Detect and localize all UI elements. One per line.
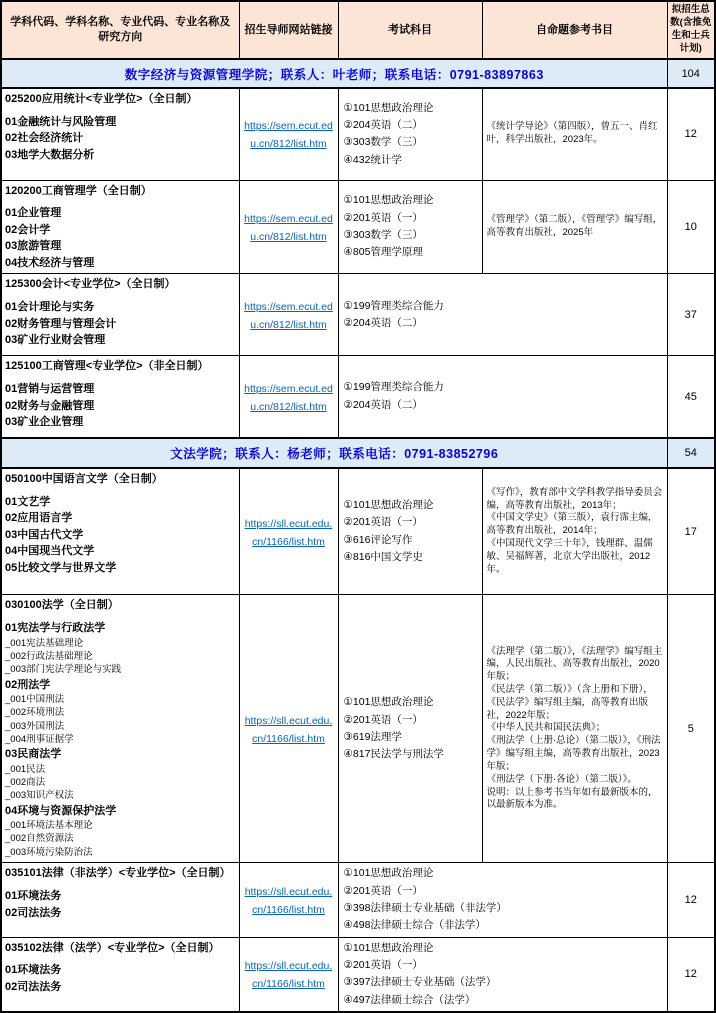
program-title: 035101法律（非法学）<专业学位>（全日制） (5, 867, 231, 880)
exam-subject: ②201英语（一） (343, 516, 423, 529)
reference-book: 《中华人民共和国民法典》； (486, 722, 606, 734)
research-direction: 02应用语言学 (5, 512, 73, 525)
program-cell (1, 180, 239, 274)
table-row (1, 863, 715, 937)
reference-books-cell (482, 88, 667, 180)
research-direction: 02财务管理与管理会计 (5, 317, 117, 330)
exam-subject: ②204英语（二） (343, 316, 423, 329)
exam-subject: ④432统计学 (343, 153, 402, 166)
supervisor-website-link[interactable]: https://sll.ecut.edu.cn/1166/list.htm (244, 517, 333, 548)
exam-subject: ③619法理学 (343, 730, 402, 743)
sub-direction: _003外国刑法 (5, 720, 65, 732)
research-direction: 03矿业企业管理 (5, 416, 84, 429)
sub-direction: _001民法 (5, 763, 46, 775)
sub-direction: _003知识产权法 (5, 790, 74, 802)
research-direction: 01营销与运营管理 (5, 383, 95, 396)
link-cell (239, 356, 338, 438)
sub-direction: _001中国刑法 (5, 694, 65, 706)
program-title: 125300会计<专业学位>（全日制） (5, 278, 176, 291)
research-direction: 05比较文学与世界文学 (5, 561, 117, 574)
program-cell (1, 468, 239, 595)
exam-subject: ④816中国文学史 (343, 550, 423, 563)
quota-cell: 10 (667, 180, 715, 274)
research-direction: 03地学大数据分析 (5, 148, 95, 161)
research-direction: 02刑法学 (5, 678, 51, 691)
research-direction: 02司法法务 (5, 980, 62, 993)
research-direction: 03矿业行业财会管理 (5, 334, 106, 347)
link-cell (239, 595, 338, 863)
sub-direction: _003部门宪法学理论与实践 (5, 664, 122, 676)
exam-subject: ④497法律硕士综合（法学） (343, 993, 476, 1006)
research-direction: 04技术经济与管理 (5, 256, 95, 269)
exam-subject: ②201英语（一） (343, 958, 423, 971)
exam-subjects-cell (338, 356, 667, 438)
reference-book: 说明：以上参考书当年如有最新版本的，以最新版本为准。 (486, 786, 658, 811)
table-row (1, 356, 715, 438)
section-row (1, 59, 715, 88)
link-cell (239, 937, 338, 1012)
exam-subject: ①101思想政治理论 (343, 696, 434, 709)
exam-subjects-cell (338, 937, 667, 1012)
reference-book: 《民法学（第二版）》（含上册和下册），《民法学》编写组主编，高等教育出版社，2022年版； (486, 684, 653, 721)
exam-subject: ②201英语（一） (343, 211, 423, 224)
supervisor-website-link[interactable]: https://sll.ecut.edu.cn/1166/list.htm (244, 714, 333, 745)
supervisor-website-link[interactable]: https://sll.ecut.edu.cn/1166/list.htm (244, 960, 333, 991)
exam-subject: ②204英语（二） (343, 398, 423, 411)
research-direction: 03民商法学 (5, 748, 62, 761)
reference-book: 《刑法学（下册·各论）（第二版）》。 (486, 773, 637, 785)
reference-book: 《中国文学史》（第三版），袁行霈主编，高等教育出版社，2014年； (486, 512, 658, 537)
exam-subject: ①101思想政治理论 (343, 867, 434, 880)
sub-direction: _002环境刑法 (5, 707, 65, 719)
sub-direction: _001宪法基础理论 (5, 637, 84, 649)
exam-subject: ①199管理类综合能力 (343, 299, 444, 312)
supervisor-website-link[interactable]: https://sem.ecut.edu.cn/812/list.htm (244, 382, 333, 413)
program-cell (1, 274, 239, 356)
research-direction: 01文艺学 (5, 495, 51, 508)
program-cell (1, 937, 239, 1012)
research-direction: 04中国现当代文学 (5, 545, 95, 558)
exam-subject: ①101思想政治理论 (343, 941, 434, 954)
exam-subject: ②204英语（二） (343, 118, 423, 131)
research-direction: 02会计学 (5, 223, 51, 236)
research-direction: 01环境法务 (5, 964, 62, 977)
program-cell (1, 356, 239, 438)
program-cell (1, 863, 239, 937)
header-col-link: 招生导师网站链接 (239, 1, 338, 59)
exam-subject: ③303数学（三） (343, 228, 423, 241)
reference-books-cell (482, 180, 667, 274)
sub-direction: _002自然资源法 (5, 833, 74, 845)
section-quota: 104 (667, 59, 715, 88)
reference-books-cell (482, 595, 667, 863)
header-col-exam: 考试科目 (338, 1, 482, 59)
table-row (1, 274, 715, 356)
quota-cell: 17 (667, 468, 715, 595)
link-cell (239, 180, 338, 274)
exam-subject: ④805管理学原理 (343, 246, 423, 259)
table-row (1, 937, 715, 1012)
quota-cell: 45 (667, 356, 715, 438)
research-direction: 02司法法务 (5, 906, 62, 919)
link-cell (239, 863, 338, 937)
sub-direction: _002行政法基础理论 (5, 650, 93, 662)
reference-book: 《刑法学（上册·总论）（第二版）》，《刑法学》编写组主编，高等教育出版社，2023年版； (486, 735, 661, 772)
research-direction: 02社会经济统计 (5, 132, 84, 145)
supervisor-website-link[interactable]: https://sem.ecut.edu.cn/812/list.htm (244, 212, 333, 243)
supervisor-website-link[interactable]: https://sll.ecut.edu.cn/1166/list.htm (244, 885, 333, 916)
quota-cell: 12 (667, 88, 715, 180)
link-cell (239, 88, 338, 180)
research-direction: 01金融统计与风险管理 (5, 115, 117, 128)
research-direction: 01环境法务 (5, 890, 62, 903)
program-cell (1, 88, 239, 180)
exam-subject: ①101思想政治理论 (343, 194, 434, 207)
exam-subjects-cell (338, 595, 482, 863)
exam-subject: ②201英语（一） (343, 713, 423, 726)
table-row (1, 88, 715, 180)
section-header: 文法学院；联系人：杨老师；联系电话：0791-83852796 (1, 438, 667, 468)
header-col-ref: 自命题参考书目 (482, 1, 667, 59)
header-row (1, 1, 715, 59)
exam-subject: ①101思想政治理论 (343, 101, 434, 114)
research-direction: 01企业管理 (5, 207, 62, 220)
reference-book: 《中国现代文学三十年》，钱理群、温儒敏、吴福辉著，北京大学出版社，2012年。 (486, 538, 653, 575)
supervisor-website-link[interactable]: https://sem.ecut.edu.cn/812/list.htm (244, 120, 333, 151)
reference-book: 《法理学（第二版）》，《法理学》编写组主编，人民出版社、高等教育出版社，2020年版； (486, 645, 663, 683)
exam-subject: ③616评论写作 (343, 533, 413, 546)
exam-subject: ④498法律硕士综合（非法学） (343, 919, 486, 932)
program-cell (1, 595, 239, 863)
exam-subjects-cell (338, 863, 667, 937)
research-direction: 01会计理论与实务 (5, 301, 95, 314)
research-direction: 02财务与金融管理 (5, 399, 95, 412)
program-title: 025200应用统计<专业学位>（全日制） (5, 93, 198, 105)
exam-subject: ④817民法学与刑法学 (343, 748, 444, 761)
header-col-quota: 拟招生总数(含推免生和士兵计划) (667, 1, 715, 59)
sub-direction: _004刑事证据学 (5, 733, 74, 745)
table-row (1, 468, 715, 595)
research-direction: 03中国古代文学 (5, 528, 84, 541)
link-cell (239, 468, 338, 595)
exam-subject: ③397法律硕士专业基础（法学） (343, 976, 497, 989)
exam-subject: ③398法律硕士专业基础（非法学） (343, 901, 507, 914)
quota-cell: 12 (667, 863, 715, 937)
reference-book: 《写作》，教育部中文学科教学指导委员会编，高等教育出版社，2013年； (486, 486, 663, 511)
quota-cell: 37 (667, 274, 715, 356)
section-header: 数字经济与资源管理学院；联系人：叶老师；联系电话：0791-83897863 (1, 59, 667, 88)
program-title: 050100中国语言文学（全日制） (5, 472, 163, 485)
program-title: 125100工商管理<专业学位>（非全日制） (5, 360, 209, 373)
research-direction: 04环境与资源保护法学 (5, 804, 117, 817)
reference-book: 《管理学》（第二版），《管理学》编写组，高等教育出版社，2025年 (486, 214, 663, 238)
exam-subject: ①101思想政治理论 (343, 498, 434, 511)
exam-subject: ①199管理类综合能力 (343, 381, 444, 394)
exam-subjects-cell (338, 468, 482, 595)
sub-direction: _002商法 (5, 777, 46, 789)
research-direction: 01宪法学与行政法学 (5, 622, 106, 635)
exam-subjects-cell (338, 274, 667, 356)
table-row (1, 180, 715, 274)
exam-subjects-cell (338, 88, 482, 180)
supervisor-website-link[interactable]: https://sem.ecut.edu.cn/812/list.htm (244, 300, 333, 331)
program-title: 035102法律（法学）<专业学位>（全日制） (5, 941, 220, 954)
section-quota: 54 (667, 438, 715, 468)
quota-cell: 5 (667, 595, 715, 863)
header-col-program: 学科代码、学科名称、专业代码、专业名称及研究方向 (1, 1, 239, 59)
program-title: 120200工商管理学（全日制） (5, 184, 152, 197)
link-cell (239, 274, 338, 356)
program-title: 030100法学（全日制） (5, 599, 119, 612)
sub-direction: _001环境法基本理论 (5, 820, 93, 832)
exam-subject: ③303数学（三） (343, 136, 423, 149)
exam-subject: ②201英语（一） (343, 884, 423, 897)
reference-book: 《统计学导论》（第四版），曾五一、肖红叶，科学出版社，2023年。 (486, 121, 658, 146)
table-row (1, 595, 715, 863)
research-direction: 03旅游管理 (5, 240, 62, 253)
reference-books-cell (482, 468, 667, 595)
exam-subjects-cell (338, 180, 482, 274)
quota-cell: 12 (667, 937, 715, 1012)
sub-direction: _003环境污染防治法 (5, 846, 93, 858)
section-row (1, 438, 715, 468)
